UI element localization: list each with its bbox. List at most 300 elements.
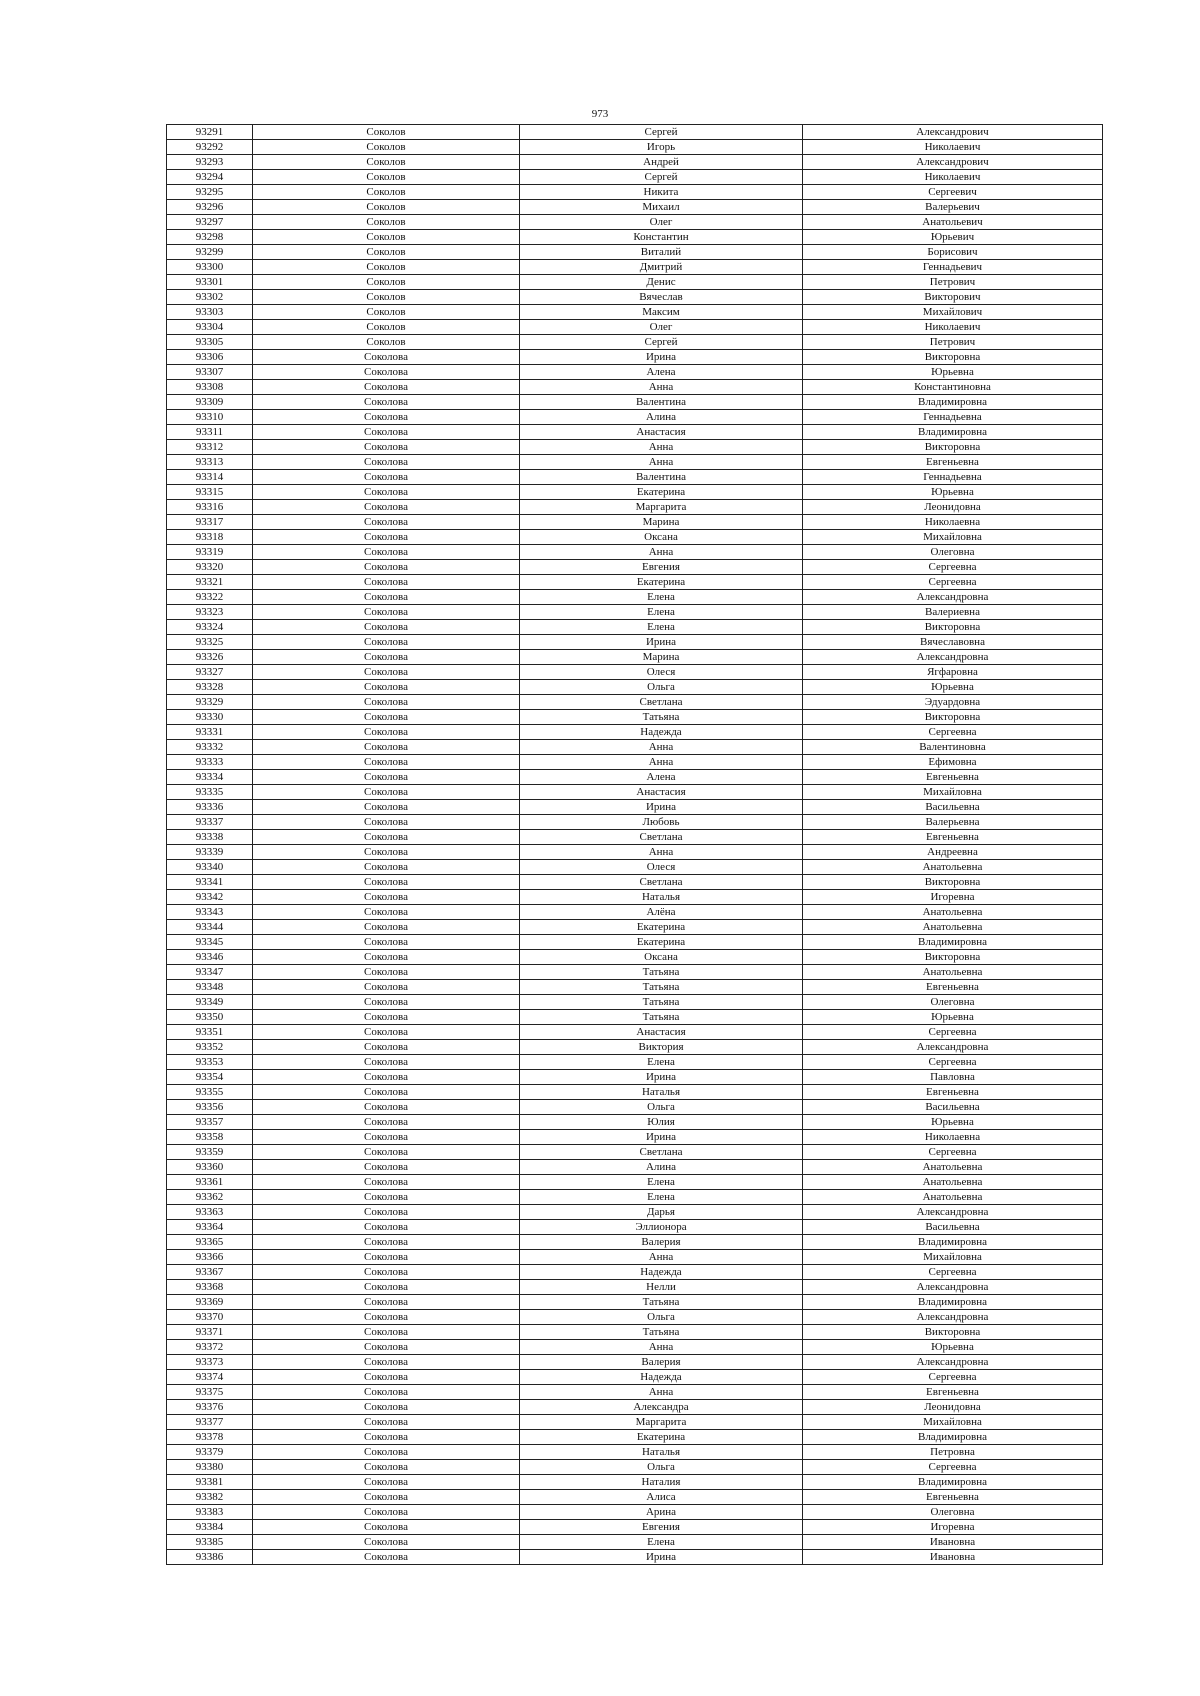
surname-cell: Соколова [253,890,520,905]
patronymic-cell: Александровна [803,1040,1103,1055]
first-name-cell: Маргарита [520,1415,803,1430]
patronymic-cell: Борисович [803,245,1103,260]
first-name-cell: Елена [520,590,803,605]
table-row [167,485,1103,500]
patronymic-cell: Васильевна [803,800,1103,815]
table-row [167,650,1103,665]
patronymic-cell: Эдуардовна [803,695,1103,710]
first-name-cell: Алена [520,770,803,785]
record-number-cell: 93316 [167,500,253,515]
first-name-cell: Татьяна [520,710,803,725]
patronymic-cell: Геннадьевна [803,470,1103,485]
table-row [167,755,1103,770]
table-row [167,470,1103,485]
record-number-cell: 93304 [167,320,253,335]
table-row [167,1040,1103,1055]
table-row [167,230,1103,245]
first-name-cell: Ирина [520,1550,803,1565]
patronymic-cell: Олеговна [803,1505,1103,1520]
surname-cell: Соколова [253,860,520,875]
patronymic-cell: Юрьевна [803,1340,1103,1355]
registry-body [167,125,1103,1565]
record-number-cell: 93333 [167,755,253,770]
record-number-cell: 93332 [167,740,253,755]
table-row [167,410,1103,425]
table-row [167,830,1103,845]
table-row [167,950,1103,965]
surname-cell: Соколова [253,1535,520,1550]
table-row [167,335,1103,350]
patronymic-cell: Валериевна [803,605,1103,620]
surname-cell: Соколова [253,1445,520,1460]
table-row [167,1370,1103,1385]
patronymic-cell: Петрович [803,275,1103,290]
record-number-cell: 93317 [167,515,253,530]
record-number-cell: 93374 [167,1370,253,1385]
surname-cell: Соколов [253,140,520,155]
surname-cell: Соколова [253,470,520,485]
table-row [167,215,1103,230]
surname-cell: Соколова [253,1475,520,1490]
record-number-cell: 93339 [167,845,253,860]
surname-cell: Соколова [253,980,520,995]
table-row [167,1055,1103,1070]
patronymic-cell: Ивановна [803,1535,1103,1550]
first-name-cell: Андрей [520,155,803,170]
first-name-cell: Олеся [520,860,803,875]
first-name-cell: Максим [520,305,803,320]
record-number-cell: 93335 [167,785,253,800]
first-name-cell: Татьяна [520,1010,803,1025]
surname-cell: Соколова [253,455,520,470]
first-name-cell: Олег [520,320,803,335]
first-name-cell: Елена [520,620,803,635]
surname-cell: Соколова [253,635,520,650]
record-number-cell: 93372 [167,1340,253,1355]
record-number-cell: 93361 [167,1175,253,1190]
first-name-cell: Ольга [520,1310,803,1325]
table-row [167,1520,1103,1535]
patronymic-cell: Евгеньевна [803,770,1103,785]
surname-cell: Соколова [253,1235,520,1250]
table-row [167,590,1103,605]
first-name-cell: Эллионора [520,1220,803,1235]
first-name-cell: Марина [520,515,803,530]
table-row [167,245,1103,260]
table-row [167,170,1103,185]
record-number-cell: 93381 [167,1475,253,1490]
record-number-cell: 93368 [167,1280,253,1295]
record-number-cell: 93355 [167,1085,253,1100]
patronymic-cell: Валентиновна [803,740,1103,755]
first-name-cell: Валерия [520,1355,803,1370]
record-number-cell: 93369 [167,1295,253,1310]
surname-cell: Соколова [253,1520,520,1535]
surname-cell: Соколова [253,380,520,395]
table-row [167,1130,1103,1145]
patronymic-cell: Петрович [803,335,1103,350]
first-name-cell: Елена [520,1055,803,1070]
first-name-cell: Любовь [520,815,803,830]
record-number-cell: 93312 [167,440,253,455]
record-number-cell: 93303 [167,305,253,320]
record-number-cell: 93336 [167,800,253,815]
table-row [167,665,1103,680]
record-number-cell: 93371 [167,1325,253,1340]
patronymic-cell: Евгеньевна [803,455,1103,470]
patronymic-cell: Анатольевна [803,860,1103,875]
patronymic-cell: Константиновна [803,380,1103,395]
record-number-cell: 93293 [167,155,253,170]
record-number-cell: 93334 [167,770,253,785]
record-number-cell: 93383 [167,1505,253,1520]
patronymic-cell: Анатольевич [803,215,1103,230]
surname-cell: Соколова [253,1385,520,1400]
table-row [167,1145,1103,1160]
surname-cell: Соколова [253,485,520,500]
first-name-cell: Анна [520,1250,803,1265]
surname-cell: Соколова [253,365,520,380]
surname-cell: Соколов [253,185,520,200]
first-name-cell: Елена [520,1535,803,1550]
table-row [167,1220,1103,1235]
table-row [167,1010,1103,1025]
surname-cell: Соколова [253,740,520,755]
patronymic-cell: Александровна [803,590,1103,605]
table-row [167,800,1103,815]
patronymic-cell: Петровна [803,1445,1103,1460]
table-row [167,1475,1103,1490]
patronymic-cell: Евгеньевна [803,1085,1103,1100]
patronymic-cell: Николаевич [803,170,1103,185]
first-name-cell: Татьяна [520,1295,803,1310]
record-number-cell: 93373 [167,1355,253,1370]
patronymic-cell: Анатольевна [803,965,1103,980]
first-name-cell: Екатерина [520,920,803,935]
table-row [167,260,1103,275]
record-number-cell: 93340 [167,860,253,875]
surname-cell: Соколова [253,1025,520,1040]
record-number-cell: 93318 [167,530,253,545]
table-row [167,935,1103,950]
first-name-cell: Анастасия [520,425,803,440]
surname-cell: Соколова [253,950,520,965]
record-number-cell: 93351 [167,1025,253,1040]
record-number-cell: 93378 [167,1430,253,1445]
surname-cell: Соколова [253,515,520,530]
record-number-cell: 93341 [167,875,253,890]
record-number-cell: 93295 [167,185,253,200]
table-row [167,305,1103,320]
patronymic-cell: Юрьевна [803,365,1103,380]
table-row [167,1250,1103,1265]
surname-cell: Соколова [253,695,520,710]
table-row [167,860,1103,875]
surname-cell: Соколова [253,1265,520,1280]
table-row [167,455,1103,470]
surname-cell: Соколова [253,1430,520,1445]
first-name-cell: Анна [520,845,803,860]
first-name-cell: Евгения [520,560,803,575]
surname-cell: Соколова [253,1070,520,1085]
patronymic-cell: Викторовна [803,440,1103,455]
patronymic-cell: Владимировна [803,1235,1103,1250]
first-name-cell: Михаил [520,200,803,215]
surname-cell: Соколова [253,1205,520,1220]
surname-cell: Соколова [253,350,520,365]
patronymic-cell: Александровна [803,1280,1103,1295]
record-number-cell: 93352 [167,1040,253,1055]
first-name-cell: Надежда [520,725,803,740]
patronymic-cell: Александрович [803,125,1103,140]
patronymic-cell: Васильевна [803,1100,1103,1115]
first-name-cell: Елена [520,1175,803,1190]
surname-cell: Соколов [253,290,520,305]
table-row [167,500,1103,515]
surname-cell: Соколова [253,590,520,605]
first-name-cell: Ирина [520,635,803,650]
record-number-cell: 93328 [167,680,253,695]
table-row [167,1175,1103,1190]
record-number-cell: 93384 [167,1520,253,1535]
record-number-cell: 93307 [167,365,253,380]
table-row [167,380,1103,395]
table-row [167,140,1103,155]
surname-cell: Соколова [253,815,520,830]
table-row [167,1505,1103,1520]
first-name-cell: Наталья [520,1085,803,1100]
record-number-cell: 93356 [167,1100,253,1115]
table-row [167,1265,1103,1280]
first-name-cell: Екатерина [520,575,803,590]
first-name-cell: Олеся [520,665,803,680]
patronymic-cell: Викторовна [803,1325,1103,1340]
table-row [167,1385,1103,1400]
patronymic-cell: Владимировна [803,1475,1103,1490]
patronymic-cell: Сергеевна [803,1055,1103,1070]
table-row [167,620,1103,635]
surname-cell: Соколова [253,1115,520,1130]
patronymic-cell: Александровна [803,1310,1103,1325]
first-name-cell: Анна [520,455,803,470]
surname-cell: Соколова [253,410,520,425]
table-row [167,125,1103,140]
patronymic-cell: Александрович [803,155,1103,170]
first-name-cell: Анна [520,1340,803,1355]
table-row [167,1325,1103,1340]
first-name-cell: Елена [520,605,803,620]
surname-cell: Соколова [253,1220,520,1235]
first-name-cell: Анна [520,740,803,755]
first-name-cell: Алина [520,1160,803,1175]
first-name-cell: Анна [520,380,803,395]
table-row [167,905,1103,920]
patronymic-cell: Викторовна [803,950,1103,965]
surname-cell: Соколова [253,1505,520,1520]
surname-cell: Соколов [253,275,520,290]
first-name-cell: Елена [520,1190,803,1205]
first-name-cell: Анна [520,545,803,560]
patronymic-cell: Александровна [803,1355,1103,1370]
surname-cell: Соколов [253,125,520,140]
patronymic-cell: Анатольевна [803,1190,1103,1205]
table-row [167,1550,1103,1565]
record-number-cell: 93329 [167,695,253,710]
record-number-cell: 93292 [167,140,253,155]
surname-cell: Соколова [253,1160,520,1175]
patronymic-cell: Владимировна [803,935,1103,950]
table-row [167,185,1103,200]
patronymic-cell: Юрьевна [803,1010,1103,1025]
table-row [167,320,1103,335]
table-row [167,725,1103,740]
surname-cell: Соколов [253,320,520,335]
patronymic-cell: Михайловна [803,785,1103,800]
first-name-cell: Ольга [520,680,803,695]
surname-cell: Соколова [253,710,520,725]
surname-cell: Соколова [253,800,520,815]
patronymic-cell: Валерьевна [803,815,1103,830]
patronymic-cell: Владимировна [803,425,1103,440]
surname-cell: Соколова [253,1280,520,1295]
surname-cell: Соколова [253,1100,520,1115]
patronymic-cell: Евгеньевна [803,980,1103,995]
patronymic-cell: Анатольевна [803,1175,1103,1190]
record-number-cell: 93367 [167,1265,253,1280]
record-number-cell: 93300 [167,260,253,275]
record-number-cell: 93363 [167,1205,253,1220]
first-name-cell: Дмитрий [520,260,803,275]
surname-cell: Соколова [253,935,520,950]
patronymic-cell: Игоревна [803,1520,1103,1535]
record-number-cell: 93377 [167,1415,253,1430]
first-name-cell: Александра [520,1400,803,1415]
patronymic-cell: Николаевна [803,1130,1103,1145]
record-number-cell: 93375 [167,1385,253,1400]
first-name-cell: Валентина [520,395,803,410]
table-row [167,1280,1103,1295]
surname-cell: Соколова [253,725,520,740]
first-name-cell: Валерия [520,1235,803,1250]
table-row [167,995,1103,1010]
patronymic-cell: Сергеевна [803,1145,1103,1160]
surname-cell: Соколов [253,230,520,245]
first-name-cell: Маргарита [520,500,803,515]
first-name-cell: Светлана [520,875,803,890]
table-row [167,290,1103,305]
first-name-cell: Светлана [520,830,803,845]
table-row [167,710,1103,725]
table-row [167,890,1103,905]
record-number-cell: 93330 [167,710,253,725]
first-name-cell: Наталья [520,890,803,905]
patronymic-cell: Викторовна [803,710,1103,725]
table-row [167,440,1103,455]
patronymic-cell: Сергеевна [803,1370,1103,1385]
surname-cell: Соколова [253,845,520,860]
record-number-cell: 93296 [167,200,253,215]
first-name-cell: Екатерина [520,1430,803,1445]
table-row [167,815,1103,830]
table-row [167,875,1103,890]
table-row [167,1115,1103,1130]
table-row [167,1535,1103,1550]
surname-cell: Соколова [253,1175,520,1190]
surname-cell: Соколова [253,1550,520,1565]
first-name-cell: Ирина [520,350,803,365]
record-number-cell: 93325 [167,635,253,650]
first-name-cell: Валентина [520,470,803,485]
patronymic-cell: Сергеевна [803,575,1103,590]
patronymic-cell: Юрьевна [803,485,1103,500]
table-row [167,605,1103,620]
first-name-cell: Ирина [520,1130,803,1145]
record-number-cell: 93324 [167,620,253,635]
table-row [167,275,1103,290]
surname-cell: Соколова [253,530,520,545]
first-name-cell: Денис [520,275,803,290]
first-name-cell: Анна [520,755,803,770]
surname-cell: Соколова [253,665,520,680]
first-name-cell: Оксана [520,530,803,545]
patronymic-cell: Олеговна [803,545,1103,560]
table-row [167,1085,1103,1100]
surname-cell: Соколова [253,905,520,920]
patronymic-cell: Викторович [803,290,1103,305]
first-name-cell: Ирина [520,1070,803,1085]
table-row [167,545,1103,560]
first-name-cell: Дарья [520,1205,803,1220]
surname-cell: Соколова [253,1415,520,1430]
table-row [167,1190,1103,1205]
first-name-cell: Наталья [520,1445,803,1460]
record-number-cell: 93346 [167,950,253,965]
first-name-cell: Игорь [520,140,803,155]
patronymic-cell: Александровна [803,650,1103,665]
table-row [167,965,1103,980]
record-number-cell: 93301 [167,275,253,290]
surname-cell: Соколова [253,1250,520,1265]
table-row [167,1100,1103,1115]
record-number-cell: 93370 [167,1310,253,1325]
surname-cell: Соколова [253,1310,520,1325]
first-name-cell: Алина [520,410,803,425]
record-number-cell: 93347 [167,965,253,980]
record-number-cell: 93314 [167,470,253,485]
surname-cell: Соколова [253,1340,520,1355]
first-name-cell: Татьяна [520,965,803,980]
record-number-cell: 93379 [167,1445,253,1460]
record-number-cell: 93319 [167,545,253,560]
surname-cell: Соколова [253,1370,520,1385]
patronymic-cell: Викторовна [803,350,1103,365]
surname-cell: Соколова [253,605,520,620]
record-number-cell: 93321 [167,575,253,590]
first-name-cell: Анастасия [520,1025,803,1040]
record-number-cell: 93344 [167,920,253,935]
patronymic-cell: Анатольевна [803,1160,1103,1175]
table-row [167,1445,1103,1460]
surname-cell: Соколов [253,245,520,260]
record-number-cell: 93313 [167,455,253,470]
table-row [167,1355,1103,1370]
first-name-cell: Екатерина [520,935,803,950]
patronymic-cell: Владимировна [803,1430,1103,1445]
patronymic-cell: Юрьевна [803,680,1103,695]
patronymic-cell: Сергеевна [803,1025,1103,1040]
record-number-cell: 93322 [167,590,253,605]
first-name-cell: Анна [520,440,803,455]
